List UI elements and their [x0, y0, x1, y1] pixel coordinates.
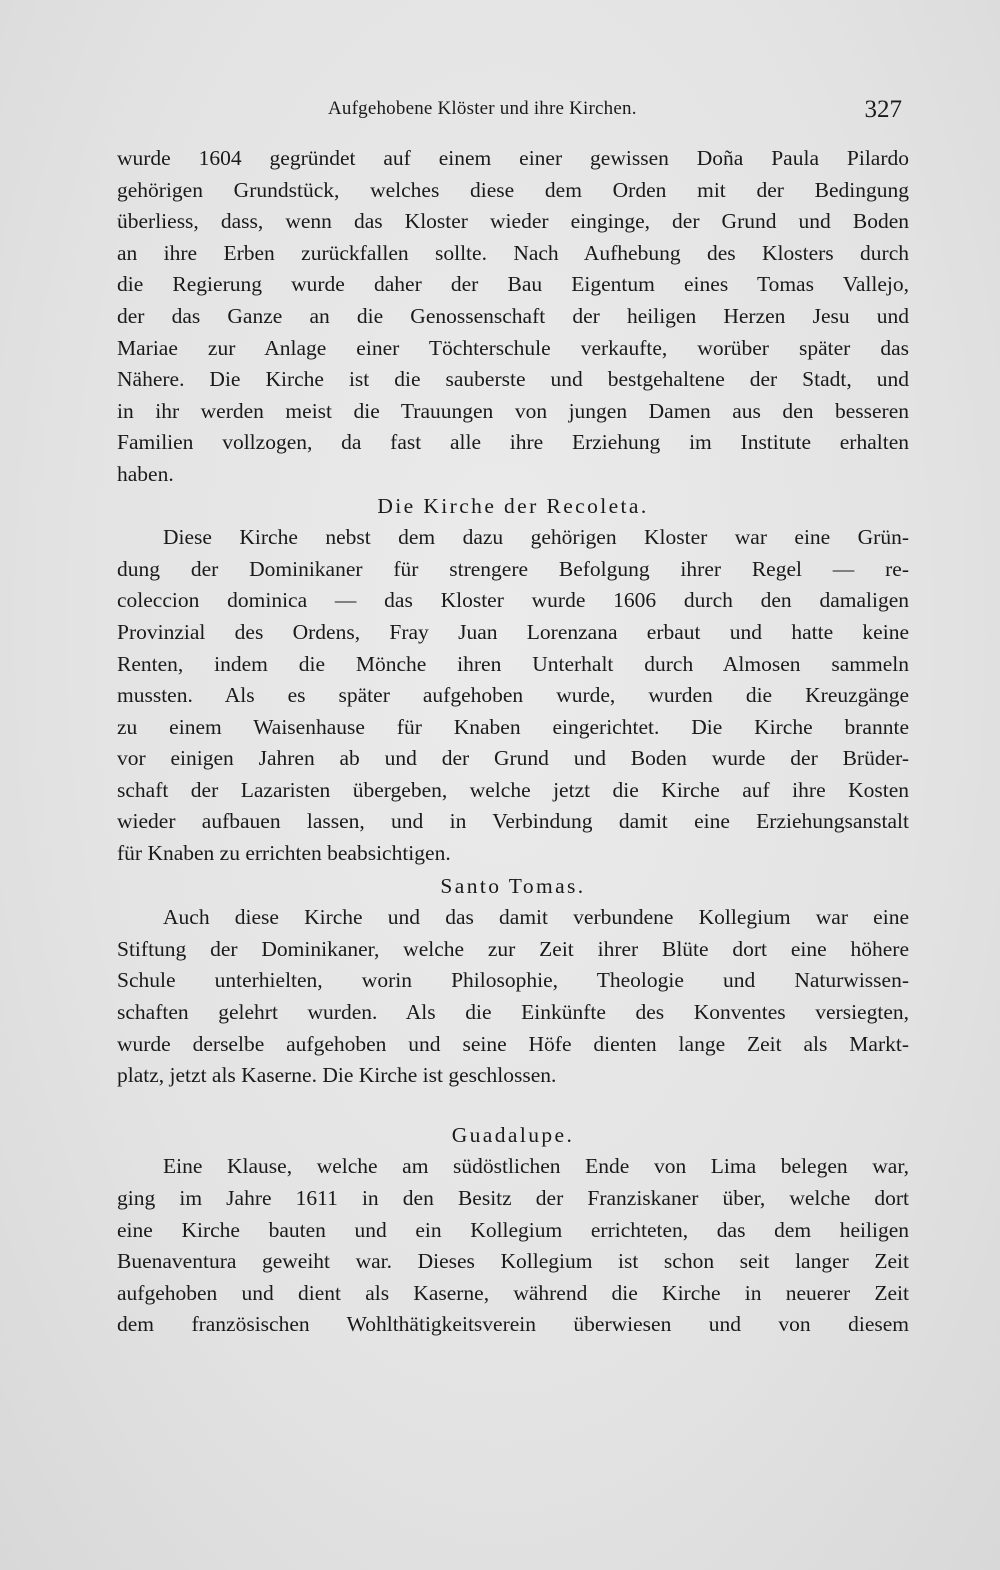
paragraph-santo-tomas: [117, 902, 909, 1092]
body-text: [117, 143, 909, 1341]
text-line: wieder aufbauen lassen, und in Verbindung damit eine Erziehungsanstalt: [117, 809, 909, 834]
paragraph-continuation: [117, 143, 909, 491]
text-line: Schule unterhielten, worin Philosophie, Theologie und Naturwissen-: [117, 968, 909, 993]
page-number: 327: [864, 96, 902, 123]
text-line: an ihre Erben zurückfallen sollte. Nach Aufhebung des Klosters durch: [117, 240, 909, 265]
text-line: wurde derselbe aufgehoben und seine Höfe dienten lange Zeit als Markt-: [117, 1031, 909, 1056]
text-line: dem französischen Wohlthätigkeitsverein überwiesen und von diesem: [117, 1312, 909, 1337]
text-line: vor einigen Jahren ab und der Grund und Boden wurde der Brüder-: [117, 746, 909, 771]
text-line: Nähere. Die Kirche ist die sauberste und bestgehaltene der Stadt, und: [117, 367, 909, 392]
section-heading-santo-tomas: Santo Tomas.: [440, 873, 586, 898]
text-line: Familien vollzogen, da fast alle ihre Erziehung im Institute erhalten: [117, 430, 909, 455]
text-line: Buenaventura geweiht war. Dieses Kollegium ist schon seit langer Zeit: [117, 1249, 909, 1274]
text-line: coleccion dominica — das Kloster wurde 1606 durch den damaligen: [117, 588, 909, 613]
text-line: platz, jetzt als Kaserne. Die Kirche ist geschlossen.: [117, 1063, 557, 1088]
text-line: schaft der Lazaristen übergeben, welche jetzt die Kirche auf ihre Kosten: [117, 777, 909, 802]
running-header: [118, 96, 910, 126]
text-line: schaften gelehrt wurden. Als die Einkünfte des Konventes versiegten,: [117, 1000, 909, 1025]
text-line: der das Ganze an die Genossenschaft der heiligen Herzen Jesu und: [117, 303, 909, 328]
text-line: mussten. Als es später aufgehoben wurde, wurden die Kreuzgänge: [117, 683, 909, 708]
text-line: gehörigen Grundstück, welches diese dem Orden mit der Bedingung: [117, 177, 909, 202]
text-line: Diese Kirche nebst dem dazu gehörigen Kloster war eine Grün-: [163, 525, 909, 550]
text-line: haben.: [117, 461, 174, 486]
text-line: zu einem Waisenhause für Knaben eingerichtet. Die Kirche brannte: [117, 714, 909, 739]
running-title: Aufgehobene Klöster und ihre Kirchen.: [328, 98, 637, 119]
text-line: dung der Dominikaner für strengere Befolgung ihrer Regel — re-: [117, 556, 909, 581]
section-heading-guadalupe: Guadalupe.: [451, 1122, 575, 1147]
text-line: in ihr werden meist die Trauungen von jungen Damen aus den besseren: [117, 398, 909, 423]
text-line: Renten, indem die Mönche ihren Unterhalt durch Almosen sammeln: [117, 651, 909, 676]
text-line: Provinzial des Ordens, Fray Juan Lorenzana erbaut und hatte keine: [117, 619, 909, 644]
text-line: für Knaben zu errichten beabsichtigen.: [117, 841, 451, 866]
text-line: überliess, dass, wenn das Kloster wieder einginge, der Grund und Boden: [117, 209, 909, 234]
text-line: aufgehoben und dient als Kaserne, während die Kirche in neuerer Zeit: [117, 1280, 909, 1305]
text-line: Auch diese Kirche und das damit verbundene Kollegium war eine: [163, 905, 909, 930]
text-line: Stiftung der Dominikaner, welche zur Zeit ihrer Blüte dort eine höhere: [117, 936, 909, 961]
text-line: Eine Klause, welche am südöstlichen Ende von Lima belegen war,: [163, 1154, 909, 1179]
paragraph-recoleta: [117, 522, 909, 870]
text-line: die Regierung wurde daher der Bau Eigentum eines Tomas Vallejo,: [117, 272, 909, 297]
text-line: wurde 1604 gegründet auf einem einer gewissen Doña Paula Pilardo: [117, 146, 909, 170]
text-line: Mariae zur Anlage einer Töchterschule verkaufte, worüber später das: [117, 335, 909, 360]
text-line: eine Kirche bauten und ein Kollegium errichteten, das dem heiligen: [117, 1217, 909, 1242]
section-heading-recoleta: Die Kirche der Recoleta.: [377, 493, 649, 518]
paragraph-guadalupe: [117, 1151, 909, 1341]
text-line: ging im Jahre 1611 in den Besitz der Franziskaner über, welche dort: [117, 1186, 909, 1210]
